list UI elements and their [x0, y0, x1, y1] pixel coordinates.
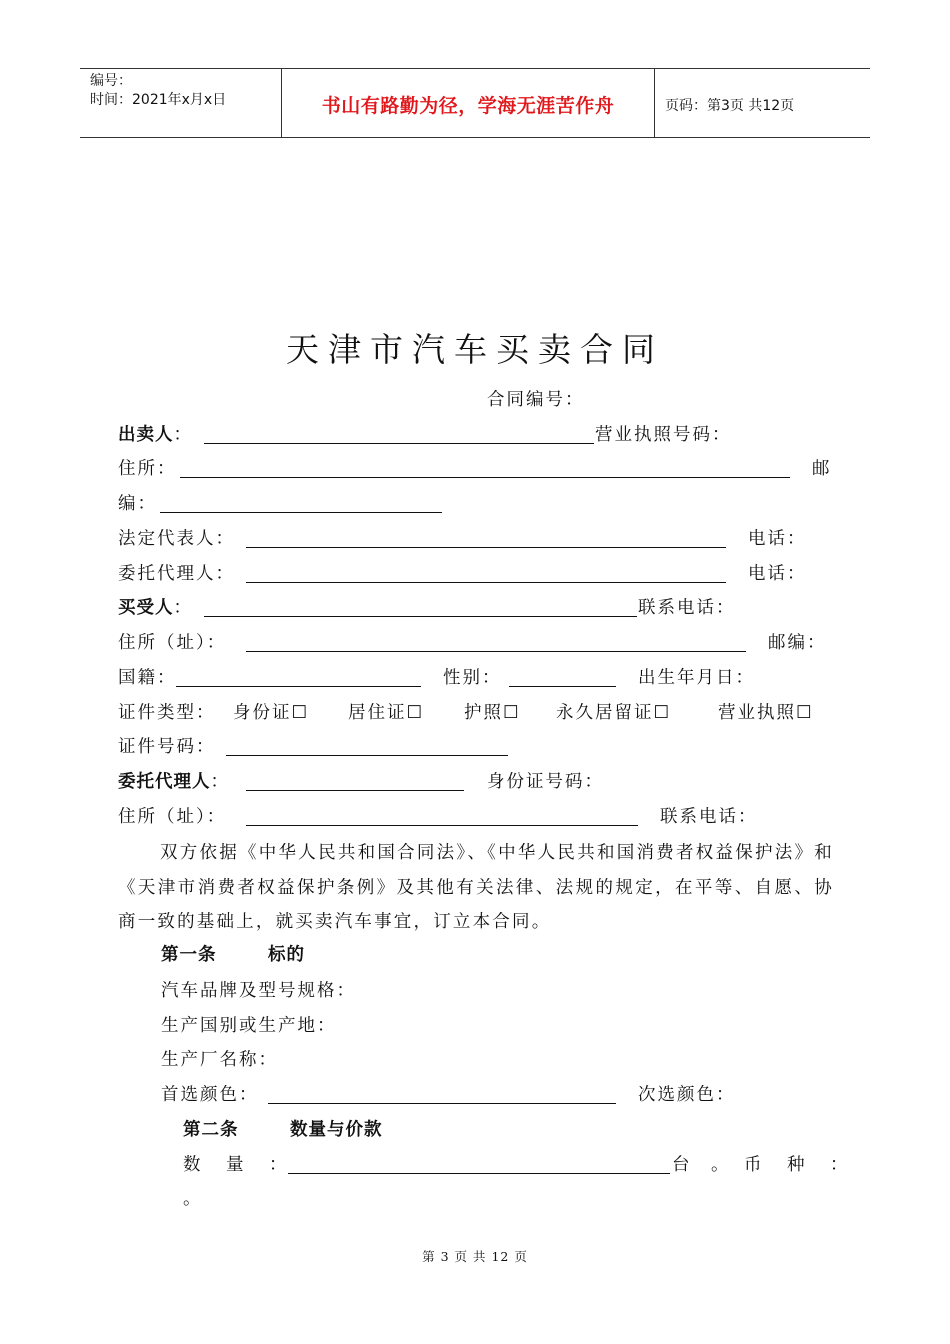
article2-title: 数量与价款: [290, 1120, 383, 1140]
nationality-label: 国籍：: [118, 668, 177, 688]
buyer-agent-id-label: 身份证号码：: [487, 772, 604, 792]
first-color-label: 首选颜色：: [161, 1085, 259, 1105]
buyer-contact-label: 联系电话：: [638, 598, 736, 618]
id-type-idcard-checkbox[interactable]: 身份证☐: [233, 703, 310, 723]
page-footer: 第 3 页 共 12 页: [422, 1249, 528, 1264]
id-type-residence-checkbox[interactable]: 居住证☐: [348, 703, 425, 723]
document-title: 天津市汽车买卖合同: [286, 330, 664, 369]
first-color-field[interactable]: [268, 1103, 616, 1104]
nationality-field[interactable]: [176, 686, 421, 687]
id-type-permanent-checkbox[interactable]: 永久居留证☐: [556, 703, 672, 723]
header-left-cell: [80, 69, 282, 137]
line-end-mark: 。: [183, 1189, 203, 1209]
number-label: 编号：: [90, 73, 132, 89]
buyer-postcode-label: 邮编：: [768, 633, 827, 653]
seller-address-label: 住所：: [118, 459, 177, 479]
quantity-label: 数 量 ：: [183, 1155, 291, 1175]
gender-field[interactable]: [509, 686, 616, 687]
buyer-agent-field[interactable]: [246, 790, 464, 791]
gender-label: 性别：: [443, 668, 502, 688]
motto: 书山有路勤为径，学海无涯苦作舟: [321, 95, 615, 117]
seller-agent-phone-label: 电话：: [748, 564, 807, 584]
seller-postcode-field[interactable]: [160, 512, 442, 513]
page-number-label: 页码：第3页 共12页: [665, 98, 795, 114]
buyer-address-field[interactable]: [246, 651, 746, 652]
seller-label: 出卖人: [118, 425, 174, 445]
id-type-license-checkbox[interactable]: 营业执照☐: [718, 703, 814, 723]
contract-number-label: 合同编号：: [487, 390, 585, 410]
seller-address-field[interactable]: [180, 477, 790, 478]
seller-postcode-label-2: 编：: [118, 494, 157, 514]
header-right-cell: [655, 69, 870, 137]
seller-colon: ：: [173, 425, 193, 445]
id-type-passport-checkbox[interactable]: 护照☐: [464, 703, 521, 723]
page-header: [80, 68, 870, 138]
article2-number: 第二条: [183, 1120, 239, 1140]
seller-agent-label: 委托代理人：: [118, 564, 235, 584]
buyer-name-field[interactable]: [204, 616, 637, 617]
buyer-agent-row: [118, 771, 230, 793]
birth-label: 出生年月日：: [638, 668, 755, 688]
header-center-cell: [282, 69, 655, 137]
article1-title: 标的: [268, 945, 305, 965]
buyer-colon: ：: [173, 598, 193, 618]
id-number-field[interactable]: [226, 755, 508, 756]
time-label: 时间：2021年x月x日: [90, 92, 227, 108]
buyer-agent-address-field[interactable]: [246, 825, 638, 826]
buyer-row: [118, 597, 193, 619]
legal-rep-label: 法定代表人：: [118, 529, 235, 549]
quantity-unit: 台 。: [672, 1155, 731, 1175]
seller-license-label: 营业执照号码：: [595, 425, 732, 445]
currency-label: 币 种 ：: [744, 1155, 852, 1175]
buyer-agent-label: 委托代理人: [118, 772, 211, 792]
seller-row: [118, 424, 193, 446]
id-type-label: 证件类型：: [118, 703, 216, 723]
second-color-label: 次选颜色：: [638, 1085, 736, 1105]
buyer-address-label: 住所（址）：: [118, 633, 227, 653]
buyer-agent-colon: ：: [210, 772, 230, 792]
legal-rep-phone-label: 电话：: [748, 529, 807, 549]
seller-name-field[interactable]: [204, 443, 594, 444]
legal-rep-field[interactable]: [246, 547, 726, 548]
origin-label: 生产国别或生产地：: [161, 1016, 337, 1036]
brand-model-label: 汽车品牌及型号规格：: [161, 981, 356, 1001]
maker-label: 生产厂名称：: [161, 1050, 278, 1070]
preamble-paragraph: 双方依据《中华人民共和国合同法》、《中华人民共和国消费者权益保护法》和《天津市消费者权益保护条例》及其他有关法律、法规的规定，在平等、自愿、协商一致的基础上，就买卖汽车事宜，订立本合同。: [118, 843, 834, 932]
buyer-label: 买受人: [118, 598, 174, 618]
seller-postcode-label-1: 邮: [812, 459, 832, 479]
seller-agent-field[interactable]: [246, 582, 726, 583]
article1-number: 第一条: [161, 945, 217, 965]
buyer-agent-contact-label: 联系电话：: [660, 807, 758, 827]
id-number-label: 证件号码：: [118, 737, 216, 757]
buyer-agent-address-label: 住所（址）：: [118, 807, 227, 827]
quantity-field[interactable]: [288, 1173, 670, 1174]
